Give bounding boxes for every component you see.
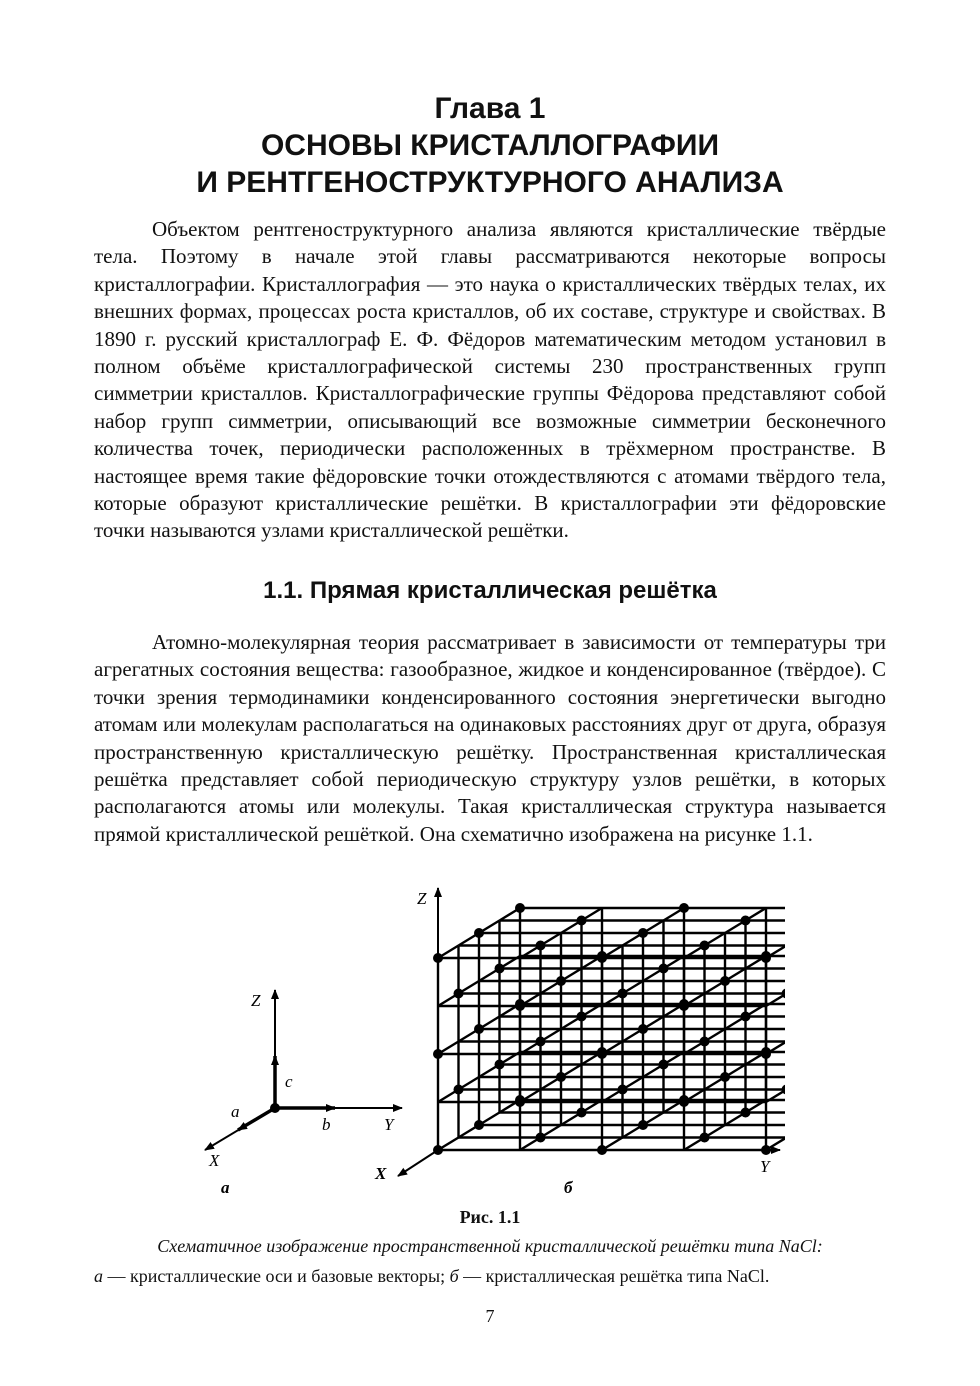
lattice-figure [195,878,785,1203]
lattice-node [761,953,771,963]
lattice-node [474,1024,484,1034]
label-c: c [285,1072,293,1091]
figure-legend [94,1266,894,1287]
lattice-node [474,1120,484,1130]
lattice-node [618,989,628,999]
lattice-node [618,1085,628,1095]
figure-caption: Схематичное изображение пространственной кристаллической решётки типа NaCl: [157,1236,823,1256]
section-heading [0,577,980,605]
legend-key-b: б [449,1266,459,1286]
lattice-node [679,1001,689,1011]
lattice-node [720,1072,730,1082]
lattice-node [515,903,525,913]
chapter-title-line-2: И РЕНТГЕНОСТРУКТУРНОГО АНАЛИЗА [196,166,784,199]
label-z-small: Z [251,991,261,1010]
legend-key-a: а [94,1266,103,1286]
chapter-title-line-1: ОСНОВЫ КРИСТАЛЛОГРАФИИ [260,129,720,162]
lattice-node [577,1012,587,1022]
lattice-node [454,1085,464,1095]
lattice-node [741,1012,751,1022]
label-y-small: Y [384,1115,394,1134]
page-number: 7 [485,1306,495,1326]
lattice-node [556,1072,566,1082]
lattice-node [720,976,730,986]
lattice-node [761,1049,771,1059]
panel-a-label: а [221,1178,230,1197]
lattice-node [495,1060,505,1070]
section-paragraph: Атомно-молекулярная теория рассматривает в зависимости от температуры три агрегатных состояния вещества: газообразное, жидкое и конденсированное (твёрдое). С точки зрения термодинамики конденсированного состояния энергетически выгодно атомам или молекулам располагаться на одинаковых расстояниях друг от друга, образуя пространственную кристаллическую решётку. Пространственная кристаллическая решётка представляет собой периодическую структуру узлов решётки, в которых располагаются атомы или молекулы. Такая кристаллическая структура называется прямой кристаллической решёткой. Она схематично изображена на рисунке 1.1. [94,630,886,846]
lattice-node [659,1060,669,1070]
vector-a [238,1108,275,1130]
section-title: Прямая кристаллическая решётка [309,577,717,604]
lattice-node [741,1108,751,1118]
lattice-node [741,916,751,926]
lattice-node [638,1024,648,1034]
lattice-node [638,928,648,938]
lattice-node [495,964,505,974]
label-x-lattice: X [375,1164,387,1183]
lattice-node [556,976,566,986]
lattice-node [700,1133,710,1143]
lattice-node [454,989,464,999]
panel-b-lattice [433,903,785,1155]
lattice-node [597,953,607,963]
lattice-node [515,1097,525,1107]
lattice-node [638,1120,648,1130]
panel-b-label: б [564,1178,573,1197]
lattice-node [700,941,710,951]
lattice-node [597,1049,607,1059]
lattice-node [536,1037,546,1047]
label-a: a [231,1102,240,1121]
origin-dot [270,1103,280,1113]
figure-1-1 [195,878,785,1203]
lattice-node [700,1037,710,1047]
label-z-lattice: Z [417,889,427,908]
lattice-x-axis [398,1150,438,1176]
intro-paragraph: Объектом рентгеноструктурного анализа являются кристаллические твёрдые тела. Поэтому в начале этой главы рассматриваются некоторые вопросы кристаллографии. Кристаллография — это наука о кристаллических твёрдых телах, их внешних формах, процессах роста кристаллов, об их составе, структуре и свойствах. В 1890 г. русский кристаллограф Е. Ф. Фёдоров математическим методом установил в полном объёме кристаллографической системы 230 пространственных групп симметрии кристаллов. Кристаллографические группы Фёдорова представляют собой набор групп симметрии, описывающий все возможные симметрии бесконечного количества точек, периодически расположенных в трёхмерном пространстве. В настоящее время такие фёдоровские точки отождествляются с атомами твёрдого тела, которые образуют кристаллические решётки. В кристаллографии эти фёдоровские точки называются узлами кристаллической решётки. [94,217,886,543]
label-y-lattice: Y [760,1157,770,1176]
label-b: b [322,1115,331,1134]
lattice-node [515,1001,525,1011]
lattice-node [474,928,484,938]
lattice-node [679,903,689,913]
lattice-node [679,1097,689,1107]
lattice-node [536,1133,546,1143]
panel-a-axes [205,990,402,1197]
legend-text-a: — кристаллические оси и базовые векторы; [103,1266,450,1286]
chapter-heading [0,90,980,201]
lattice-node [659,964,669,974]
chapter-label: Глава 1 [434,92,546,125]
figure-label: Рис. 1.1 [459,1207,521,1227]
legend-text-b: — кристаллическая решётка типа NaCl. [458,1266,770,1286]
lattice-node [577,916,587,926]
label-x-small: X [209,1151,220,1170]
lattice-node [577,1108,587,1118]
section-number: 1.1. [263,577,304,604]
lattice-node [536,941,546,951]
